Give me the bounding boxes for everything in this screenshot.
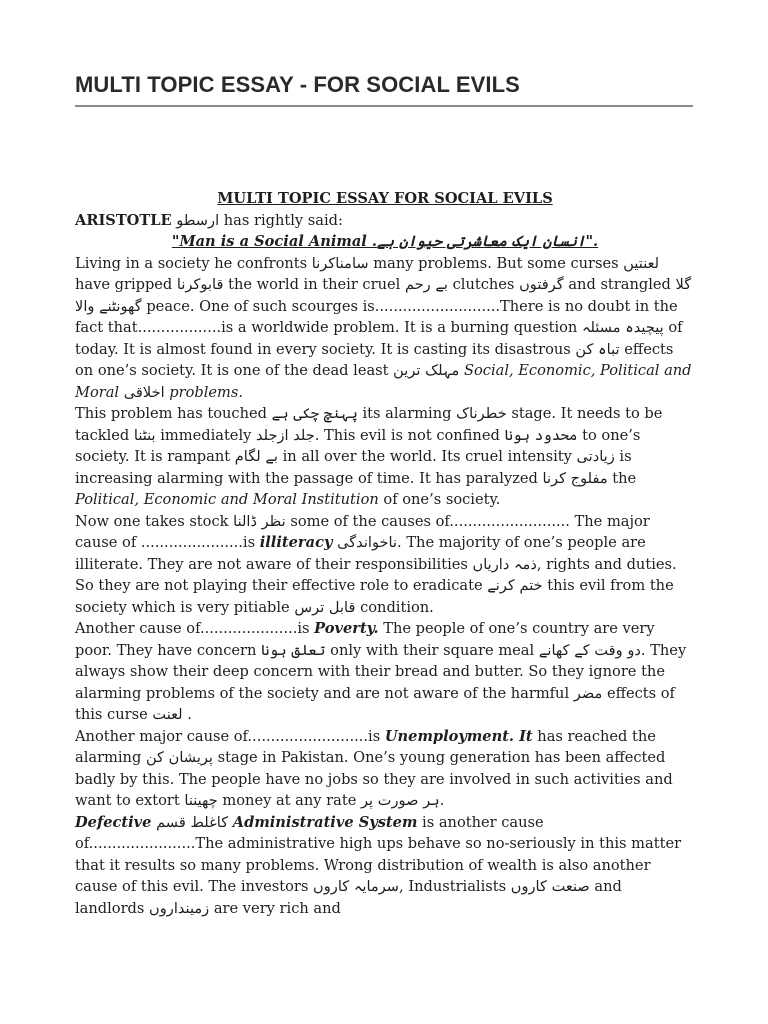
paragraph-6-keyword-1: Defective bbox=[75, 813, 152, 831]
intro-said: has rightly said: bbox=[223, 211, 343, 229]
page-header bbox=[75, 70, 693, 107]
quote-line: "Man is a Social Animal .انسان ایک معاشرتی حیوان ہے". bbox=[171, 233, 599, 250]
paragraph-2 bbox=[75, 403, 695, 511]
paragraph-5-rest: has reached the alarming پریشان کن stage in Pakistan. One’s young generation has been affected badly by this. The people have no jobs so they are involved in such activities and want to extort چھیننا money at any rate ہر صورت پر. bbox=[75, 727, 673, 809]
header-divider bbox=[75, 105, 693, 107]
paragraph-2-end: of one’s society. bbox=[378, 491, 501, 508]
paragraph-1-italic: Social, Economic, Political and Moral bbox=[75, 362, 692, 401]
paragraph-6-rest: is another cause of.......................The administrative high ups behave so no-seriously in this matter that it results so many problems. Wrong distribution of wealth is also another cause of this evil. The investors سرمایہ کاروں, Industrialists صنعت کاروں and landlords زمینداروں are very rich and bbox=[75, 813, 682, 917]
paragraph-6-urdu: کاغلط قسم bbox=[151, 813, 233, 831]
paragraph-6 bbox=[75, 812, 695, 920]
paragraph-5-keyword: Unemployment. It bbox=[384, 727, 533, 745]
essay-document bbox=[75, 188, 695, 919]
paragraph-3 bbox=[75, 511, 695, 619]
page-title: MULTI TOPIC ESSAY - FOR SOCIAL EVILS bbox=[75, 72, 520, 97]
intro-line bbox=[75, 210, 695, 232]
paragraph-6-keyword-2: Administrative System bbox=[232, 813, 418, 831]
paragraph-4-text: Another cause of.....................is bbox=[75, 620, 315, 637]
paragraph-3-rest: ناخواندگی. The majority of one’s people are illiterate. They are not aware of their responsibilities ذمہ داریاں, rights and duties. So they are not playing their effective role to eradicate ختم کرنے this evil from the society which is very pitiable قابل ترس condition. bbox=[75, 534, 677, 616]
essay-heading: MULTI TOPIC ESSAY FOR SOCIAL EVILS bbox=[217, 190, 553, 207]
paragraph-2-italic: Political, Economic and Moral Institution bbox=[75, 491, 379, 508]
paragraph-4 bbox=[75, 618, 695, 726]
paragraph-1-text: Living in a society he confronts سامناکرنا many problems. But some curses لعنتیں have gripped قابوکرنا the world in their cruel بے رحم clutches گرفتوں and strangled گلا گھونٹنے والا peace. One of such scourges is...........................There is no doubt in the fact that..................is a worldwide problem. It is a burning question پیچیدہ مسئلہ of today. It is almost found in every society. It is casting its disastrous تباہ کن effects on one’s society. It is one of the dead least مہلک ترین bbox=[75, 254, 692, 379]
paragraph-1-urdu: اخلاقی bbox=[119, 383, 170, 401]
paragraph-5-text: Another major cause of..........................is bbox=[75, 727, 385, 745]
paragraph-3-keyword: illiteracy bbox=[259, 534, 333, 551]
author-urdu: ارسطو bbox=[176, 211, 220, 229]
paragraph-1 bbox=[75, 253, 695, 404]
paragraph-2-text: This problem has touched پہنچ چکی ہے its alarming خطرناک stage. It needs to be tackled بنٹنا immediately جلد ازجلد. This evil is not confined محدود ہونا to one’s society. It is rampant بے لگام in all over the world. Its cruel intensity زیادتی is increasing alarming with the passage of time. It has paralyzed مفلوج کرنا the bbox=[75, 405, 663, 487]
paragraph-4-rest: The people of one’s country are very poor. They have concern تعلق ہونا only with their square meal دو وقت کے کھانے. They always show their deep concern with their bread and butter. So they ignore the alarming problems of the society and are not aware of the harmful مضر effects of this curse لعنت . bbox=[75, 620, 687, 723]
paragraph-3-text: Now one takes stock نظر ڈالنا some of the causes of.......................... The major cause of ......................is bbox=[75, 512, 650, 551]
author-name: ARISTOTLE bbox=[75, 211, 172, 229]
paragraph-1-italic-end: problems. bbox=[169, 383, 244, 401]
paragraph-4-keyword: Poverty. bbox=[314, 620, 379, 637]
paragraph-5 bbox=[75, 726, 695, 812]
